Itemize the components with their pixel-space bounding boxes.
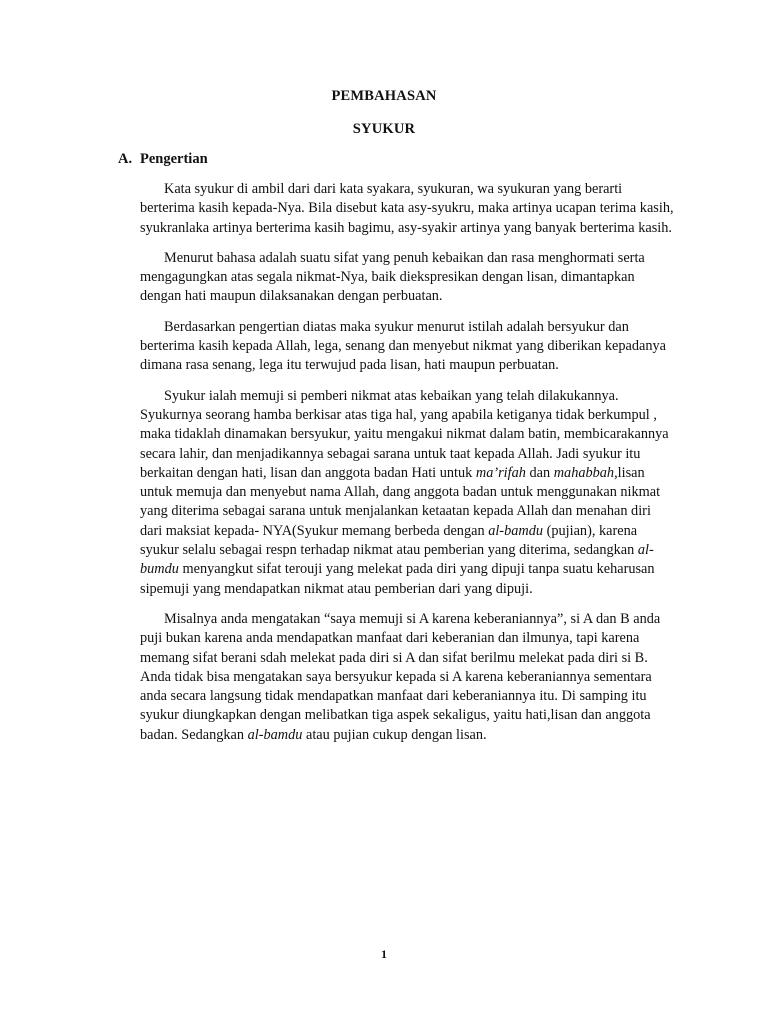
section-letter: A.: [118, 151, 133, 167]
paragraph-text: Syukur ialah memuji si pemberi nikmat atas kebaikan yang telah dilakukannya. Syukurnya seorang hamba berkisar atas tiga hal, yang apabila ketiganya tidak berkumpul , maka tidaklah dinamakan bersyukur, yaitu mengakui nikmat dalam batin, membicarakannya secara lahir, dan menjadikannya sebagai sarana untuk taat kepada Allah. Jadi syukur itu berkaitan dengan hati, lisan dan anggota badan Hati untuk: [140, 387, 669, 481]
italic-term: al-bamdu: [247, 726, 303, 743]
paragraph-text: lisan untuk memuja dan menyebut nama Allah, dang anggota badan untuk menggunakan nikmat yang diterima sebagai sarana untuk menjalankan ketaatan kepada Allah dan menahan diri dari maksiat kepada- NYA(Syukur memang berbeda dengan: [140, 464, 661, 539]
section-heading-text: Pengertian: [140, 151, 208, 167]
paragraph: [140, 387, 676, 599]
paragraph-text: Kata syukur di ambil dari dari kata syakara, syukuran, wa syukuran yang berarti berterima kasih kepada-Nya. Bila disebut kata asy-syukru, maka artinya ucapan terima kasih, syukranlaka artinya berterima kasih bagimu, asy-syakir artinya yang banyak berterima kasih.: [140, 181, 674, 236]
body-content: [140, 180, 676, 756]
section-heading: [118, 151, 208, 168]
page-number: 1: [381, 947, 387, 961]
paragraph-text: Berdasarkan pengertian diatas maka syukur menurut istilah adalah bersyukur dan berterima kasih kepada Allah, lega, senang dan menyebut nikmat yang diberikan kepadanya dimana rasa senang, lega itu terwujud pada lisan, hati maupun perbuatan.: [140, 318, 667, 374]
paragraph-text: (pujian), karena syukur selalu sebagai respn terhadap nikmat atau pemberian yang diterima, sedangkan: [140, 522, 638, 559]
paragraph-text: atau pujian cukup dengan lisan.: [302, 726, 487, 743]
italic-term: mahabbah,: [553, 464, 618, 481]
document-subtitle: SYUKUR: [352, 121, 416, 137]
italic-term: al-bamdu: [488, 522, 543, 539]
paragraph: [140, 610, 676, 745]
paragraph-text: Misalnya anda mengatakan “saya memuji si A karena keberaniannya”, si A dan B anda puji bukan karena anda mendapatkan manfaat dari keberanian dan ilmunya, tapi karena memang sifat berani sdah melekat pada diri si A dan sifat berilmu melekat pada diri si B. Anda tidak bisa mengatakan saya bersyukur kepada si A karena keberaniannya sementara anda secara langsung tidak mendapatkan manfaat dari keberaniannya itu. Di samping itu syukur diungkapkan dengan melibatkan tiga aspek sekaligus, yaitu hati,lisan dan anggota badan. Sedangkan: [140, 610, 661, 743]
paragraph: [140, 318, 676, 376]
paragraph-text: dan: [525, 464, 554, 481]
italic-term: ma’rifah: [475, 464, 526, 481]
paragraph-text: menyangkut sifat terouji yang melekat pada diri yang dipuji tanpa suatu keharusan sipemuji yang mendapatkan nikmat atau pemberian dari yang dipuji.: [140, 561, 655, 597]
paragraph-text: Menurut bahasa adalah suatu sifat yang penuh kebaikan dan rasa menghormati serta mengagungkan atas segala nikmat-Nya, baik diekspresikan dengan lisan, dimantapkan dengan hati maupun dilaksanakan dengan perbuatan.: [140, 249, 645, 305]
paragraph: [140, 180, 676, 238]
italic-term: al-bumdu: [140, 542, 654, 578]
document-title: PEMBAHASAN: [331, 88, 437, 104]
paragraph: [140, 249, 676, 307]
